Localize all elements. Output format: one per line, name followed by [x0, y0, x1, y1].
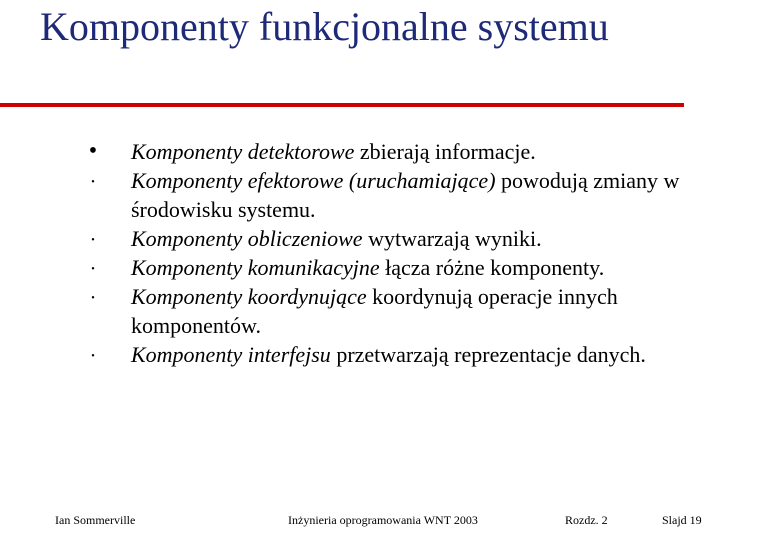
bullet-dot-icon: •: [91, 235, 95, 246]
list-item: [0, 282, 751, 340]
slide-title: Komponenty funkcjonalne systemu: [40, 4, 609, 49]
list-item: [0, 253, 751, 282]
bullet-dot-icon: •: [91, 351, 95, 362]
bullet-text: łącza różne komponenty.: [379, 255, 605, 280]
list-item: [0, 166, 751, 224]
bullet-term: Komponenty komunikacyjne: [131, 255, 380, 280]
footer-author: Ian Sommerville: [55, 513, 136, 527]
bullet-text: przetwarzają reprezentacje danych.: [330, 342, 646, 367]
footer-course: Inżynieria oprogramowania WNT 2003: [288, 513, 478, 527]
footer-chapter: Rozdz. 2: [565, 513, 608, 527]
bullet-term: Komponenty obliczeniowe: [131, 226, 363, 251]
bullet-list: [0, 137, 780, 369]
bullet-term: Komponenty efektorowe (uruchamiające): [131, 168, 496, 193]
bullet-dot-icon: •: [88, 138, 98, 164]
bullet-text: zbierają informacje.: [354, 139, 536, 164]
list-item: [0, 340, 751, 369]
bullet-term: Komponenty detektorowe: [131, 139, 355, 164]
bullet-text: wytwarzają wyniki.: [362, 226, 542, 251]
list-item: [0, 137, 751, 166]
bullet-term: Komponenty interfejsu: [131, 342, 331, 367]
bullet-dot-icon: •: [91, 293, 95, 304]
bullet-text: koordynują operacje innych komponentów.: [131, 284, 618, 338]
bullet-dot-icon: •: [91, 177, 95, 188]
bullet-text: powodują zmiany w środowisku systemu.: [131, 168, 680, 222]
bullet-dot-icon: •: [91, 264, 95, 275]
bullet-term: Komponenty koordynujące: [131, 284, 367, 309]
list-item: [0, 224, 751, 253]
title-underline: [0, 103, 684, 107]
footer-slide-number: Slajd 19: [662, 513, 702, 527]
